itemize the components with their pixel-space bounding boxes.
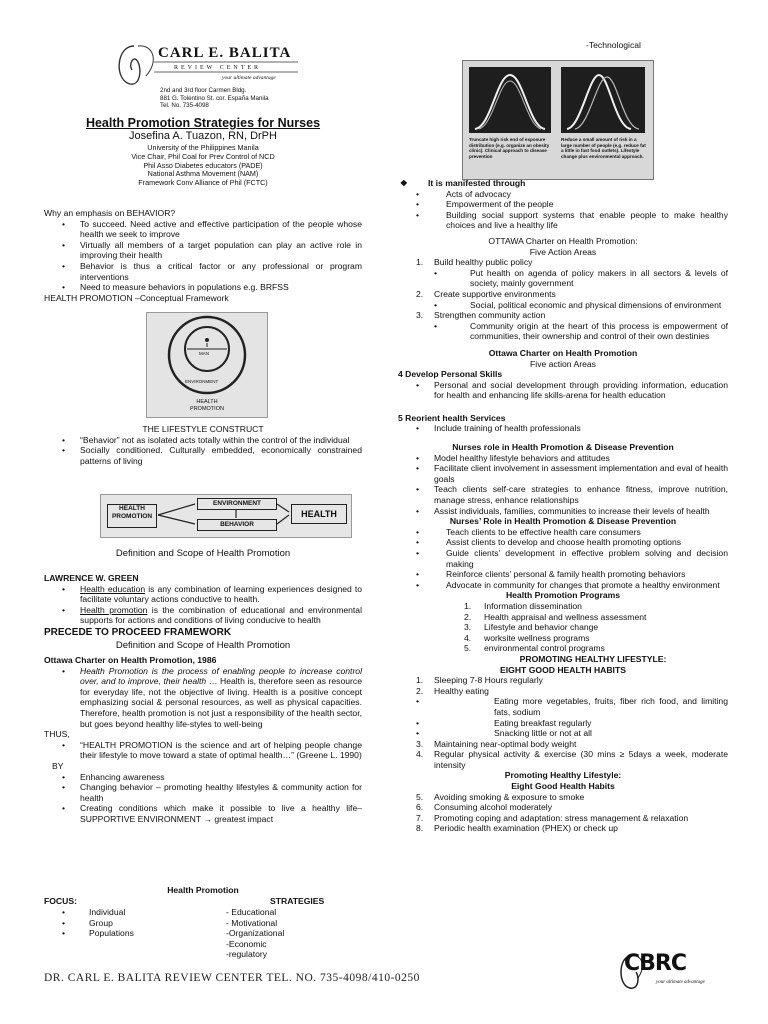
item-text: Health appraisal and wellness assessment — [484, 611, 647, 622]
list-item: • Assist clients to develop and choose health promoting options — [398, 537, 728, 548]
ottawa-text: … Health is, therefore seen as resource for everyday life, not the objective of living. Health is a positive concept emphasizing social & personal resources, as well as physical capacities. Therefore, health promotion is not just a responsibility of the health sector, but goes beyond healthy life-styles to well-being — [80, 676, 362, 729]
left-section-definitions — [44, 548, 362, 824]
strategy-item: - Motivational — [226, 917, 278, 928]
eating-sub-list — [398, 696, 728, 738]
item-number: 3. — [416, 310, 424, 321]
develop-heading: 4 Develop Personal Skills — [398, 369, 503, 380]
list-item: • Include training of health professionals — [398, 423, 728, 434]
flow-box-health: HEALTH — [291, 504, 347, 524]
strategy-item: -Organizational — [226, 928, 285, 939]
item-text: Regular physical activity & exercise (30 mins ≥ 5days a week, moderate intensity — [434, 749, 728, 770]
strategy-item: -regulatory — [226, 949, 268, 960]
focus-label: FOCUS: — [44, 896, 77, 906]
sub-list-item: • Social, political economic and physical dimensions of environment — [398, 300, 728, 311]
programs-list — [398, 601, 728, 654]
item-text: Maintaining near-optimal body weight — [434, 738, 577, 749]
list-item — [44, 666, 362, 730]
focus-list — [44, 907, 204, 939]
item-text: Promoting coping and adaptation: stress management & relaxation — [434, 812, 689, 823]
brand-sub: REVIEW CENTER — [174, 65, 262, 71]
precede-heading: PRECEDE TO PROCEED FRAMEWORK — [44, 626, 232, 638]
curve-panel-right — [561, 67, 645, 133]
habits-list-b — [398, 739, 728, 771]
item-text: Consuming alcohol moderately — [434, 802, 552, 813]
habits-list-c — [398, 792, 728, 834]
cbrc-logo-tagline: your ultimate advantage — [656, 980, 705, 985]
develop-list — [398, 380, 728, 401]
cbrc-logo-text: CBRC — [624, 951, 686, 976]
item-text: Strengthen community action — [434, 310, 546, 321]
list-item: • Teach clients to be effective health care consumers — [398, 527, 728, 538]
list-item: • Model healthy lifestyle behaviors and attitudes — [398, 453, 728, 464]
item-number: 2. — [464, 611, 472, 622]
list-item: • Reinforce clients’ personal & family health promoting behaviors — [398, 569, 728, 580]
list-item: • “Behavior” not as isolated acts totally within the control of the individual — [44, 435, 362, 446]
item-number: 4. — [416, 749, 424, 760]
focus-strategies-table — [44, 885, 362, 969]
address-line-2: 881 G. Tolentino St. cor. España Manila — [160, 94, 269, 102]
bell-curve-shifted — [561, 67, 645, 133]
green-list — [44, 584, 362, 626]
strategy-list — [226, 907, 284, 960]
manifested-heading-text: It is manifested through — [428, 178, 526, 188]
list-item: • Changing behavior – promoting healthy lifestyles & community action for health — [44, 782, 362, 803]
affiliation: National Asthma Movement (NAM) — [147, 169, 259, 179]
fig-man-label: MAN — [199, 351, 209, 356]
focus-item: • Group — [44, 918, 204, 929]
list-item: • “HEALTH PROMOTION is the science and art of helping people change their lifestyle to move toward a state of optimal health…” (Greene L. 1990) — [44, 740, 362, 761]
flow-box-environment: ENVIRONMENT — [197, 498, 277, 510]
doc-affiliations — [44, 144, 362, 188]
item-number: 5. — [416, 791, 424, 802]
item-number: 4. — [464, 632, 472, 643]
strategy-item: - Educational — [226, 907, 277, 917]
nurses-role-heading-1: Nurses role in Health Promotion & Disease Prevention — [452, 442, 674, 453]
affiliation: Framework Conv Alliance of Phil (FCTC) — [138, 178, 268, 188]
list-item: • Enhancing awareness — [44, 772, 362, 783]
affiliation: Phil Asso Diabetes educators (PADE) — [143, 160, 263, 170]
list-item: • Facilitate client involvement in assessment implementation and eval of health goals — [398, 463, 728, 484]
list-item — [398, 622, 728, 633]
brand-tagline: your ultimate advantage — [222, 75, 276, 81]
right-section-top — [398, 178, 728, 834]
list-item — [398, 633, 728, 644]
header-logo — [112, 40, 302, 88]
item-text: Healthy eating — [434, 685, 489, 696]
item-number: 1. — [416, 257, 424, 268]
left-section-why — [44, 208, 362, 303]
why-heading: Why an emphasis on BEHAVIOR? — [44, 208, 176, 218]
list-item — [44, 605, 362, 626]
list-item: • Teach clients self-care strategies to enhance fitness, improve nutrition, manage stress, enhance relationships — [398, 484, 728, 505]
list-item — [398, 612, 728, 623]
item-number: 1. — [464, 600, 472, 611]
list-item: • Socially conditioned. Culturally embedded, economically constrained patterns of living — [44, 445, 362, 466]
list-item: • To succeed. Need active and effective participation of the people whose health we seek to improve — [44, 219, 362, 240]
list-item: • Need to measure behaviors in populations e.g. BRFSS — [44, 282, 362, 293]
lifestyle-list — [44, 435, 362, 467]
item-text: Sleeping 7-8 Hours regularly — [434, 675, 543, 686]
lifestyle-flow-figure — [100, 494, 352, 538]
promoting-heading-1: PROMOTING HEALTHY LIFESTYLE: — [519, 653, 667, 664]
hp-label: Health Promotion — [167, 885, 239, 895]
flow-arrows — [101, 495, 351, 537]
curve-panel-left — [469, 67, 551, 133]
item-number: 5. — [464, 643, 472, 654]
item-text: Avoiding smoking & exposure to smoke — [434, 791, 585, 802]
term: Health education — [80, 583, 146, 594]
list-item: • Assist individuals, families, communities to increase their levels of health — [398, 506, 728, 517]
ottawa-quote: Health Promotion is the process of enabling people to increase control over, and to improve, their health — [80, 665, 362, 687]
item-text: Information dissemination — [484, 600, 582, 611]
list-item: • Creating conditions which make it possible to live a healthy life– SUPPORTIVE ENVIRONMENT → greatest impact — [44, 803, 362, 824]
item-text: worksite wellness programs — [484, 632, 590, 643]
list-item — [398, 792, 728, 803]
item-number: 7. — [416, 812, 424, 823]
list-item — [44, 584, 362, 605]
list-item — [398, 643, 728, 654]
list-item — [398, 601, 728, 612]
list-item: • Empowerment of the people — [398, 199, 728, 210]
list-item: • Virtually all members of a target population can play an active role in improving their health — [44, 240, 362, 261]
nurses-role-heading-2: Nurses’ Role in Health Promotion & Disease Prevention — [449, 516, 677, 527]
cbrc-logo — [616, 948, 716, 994]
list-item — [398, 739, 728, 750]
curve-caption-left: Truncate high risk end of exposure distribution (e.g. organize an obesity clinic). Clinical approach to disease prevention — [469, 137, 550, 159]
definition: is the combination of educational and environmental supports for actions and conditions of living conducive to health — [80, 604, 362, 626]
strategies-label: STRATEGIES — [270, 896, 325, 906]
habits-list-a — [398, 675, 728, 696]
brand-name: CARL E. BALITA — [158, 45, 292, 61]
promoting-heading-2: Promoting Healthy Lifestyle: — [504, 770, 622, 781]
list-item — [398, 310, 728, 321]
ottawa-charter-heading-1: OTTAWA Charter on Health Promotion: — [488, 235, 638, 246]
risk-distribution-figure — [462, 60, 654, 180]
technological-label: -Technological — [586, 40, 641, 50]
item-text: Create supportive environments — [434, 288, 556, 299]
eight-habits-heading-2: Eight Good Health Habits — [511, 781, 615, 792]
list-item: • Building social support systems that enable people to make healthy choices and live a healthy life — [398, 210, 728, 231]
list-item — [398, 289, 728, 300]
flow-box-health-promotion: HEALTH PROMOTION — [107, 504, 157, 528]
green-heading: LAWRENCE W. GREEN — [44, 573, 139, 583]
list-item: • Behavior is thus a critical factor or any professional or program interventions — [44, 261, 362, 282]
list-item — [398, 675, 728, 686]
focus-item: • Populations — [44, 928, 204, 939]
term: Health promotion — [80, 604, 148, 615]
ottawa-1986-heading: Ottawa Charter on Health Promotion, 1986 — [44, 654, 217, 665]
strategy-item: -Economic — [226, 938, 267, 949]
list-item: • Guide clients’ development in effective problem solving and decision making — [398, 548, 728, 569]
five-action-heading-2: Five action Areas — [530, 358, 596, 369]
def-scope-heading-1: Definition and Scope of Health Promotion — [115, 548, 291, 559]
flow-box-behavior: BEHAVIOR — [197, 519, 277, 531]
by-list — [44, 772, 362, 825]
item-text: environmental control programs — [484, 643, 605, 654]
manifested-list — [398, 189, 728, 231]
fig-hp-label-1: HEALTH — [196, 399, 218, 405]
address-tel: Tel. No. 735-4098 — [160, 102, 209, 110]
nurses-list-1 — [398, 453, 728, 517]
list-item: • Acts of advocacy — [398, 189, 728, 200]
reorient-heading: 5 Reorient health Services — [398, 412, 506, 423]
manifested-heading — [398, 178, 728, 189]
list-item: • Advocate in community for changes that promote a healthy environment — [398, 580, 728, 591]
item-text: Periodic health examination (PHEX) or check up — [434, 823, 618, 834]
item-text: Build healthy public policy — [434, 257, 533, 268]
doc-author: Josefina A. Tuazon, RN, DrPH — [129, 130, 277, 142]
curve-caption-right: Reduce a small amount of risk in a large number of people (e.g. reduce fat a little in fast food outlets). Lifestyle change plus environmental approach. — [561, 137, 646, 159]
framework-heading: HEALTH PROMOTION –Conceptual Framework — [44, 292, 229, 303]
header-address — [160, 87, 269, 110]
list-item — [398, 257, 728, 268]
list-item — [398, 802, 728, 813]
footer-text: DR. CARL E. BALITA REVIEW CENTER TEL. NO. 735-4098/410-0250 — [44, 972, 420, 984]
lifestyle-heading: THE LIFESTYLE CONSTRUCT — [142, 424, 264, 434]
conceptual-framework-figure — [146, 312, 268, 418]
programs-heading: Health Promotion Programs — [505, 590, 621, 601]
item-number: 3. — [464, 622, 472, 633]
focus-item: • Individual — [44, 907, 204, 918]
affiliation: Vice Chair, Phil Coal for Prev Control of NCD — [131, 151, 275, 161]
by-label: BY — [52, 760, 64, 771]
list-item — [398, 823, 728, 834]
item-number: 1. — [416, 675, 424, 686]
ottawa-list — [44, 666, 362, 730]
item-number: 2. — [416, 288, 424, 299]
thus-list — [44, 740, 362, 761]
list-item — [398, 686, 728, 697]
five-action-heading-1: Five Action Areas — [529, 246, 597, 257]
why-list — [44, 219, 362, 293]
item-number: 2. — [416, 685, 424, 696]
address-line-1: 2nd and 3rd floor Carmen Bldg. — [160, 87, 247, 94]
sub-list-item: • Community origin at the heart of this process is empowerment of communities, their ownership and control of their own destinies — [398, 321, 728, 342]
bell-curve-truncated — [469, 67, 551, 133]
fig-hp-label — [147, 399, 267, 412]
title-block — [44, 116, 362, 188]
item-number: 3. — [416, 738, 424, 749]
def-scope-heading-2: Definition and Scope of Health Promotion — [115, 639, 291, 651]
item-text: Lifestyle and behavior change — [484, 622, 599, 633]
thus-label: THUS, — [44, 729, 70, 740]
item-number: 6. — [416, 802, 424, 813]
list-item: • Personal and social development through providing information, education for health and enhancing life skills-arena for health education — [398, 380, 728, 401]
fig-environment-label: ENVIRONMENT — [185, 379, 219, 384]
action-list — [398, 257, 728, 342]
reorient-list — [398, 423, 728, 434]
sub-list-item: • Eating more vegetables, fruits, fiber rich food, and limiting fats, sodium — [398, 696, 728, 717]
eight-habits-heading-1: EIGHT GOOD HEALTH HABITS — [500, 664, 626, 675]
list-item — [398, 813, 728, 824]
sub-list-item: • Put health on agenda of policy makers in all sectors & levels of society, mainly government — [398, 268, 728, 289]
diamond-bullet-icon: ❖ — [400, 178, 408, 188]
nurses-list-2 — [398, 527, 728, 591]
fig-hp-label-2: PROMOTION — [190, 405, 224, 412]
definition: is any combination of learning experiences designed to facilitate voluntary actions conductive to health. — [80, 583, 362, 605]
sub-list-item: • Snacking little or not at all — [398, 728, 728, 739]
sub-list-item: • Eating breakfast regularly — [398, 718, 728, 729]
affiliation: University of the Philippines Manila — [147, 143, 259, 152]
left-section-lifestyle — [44, 424, 362, 466]
list-item — [398, 749, 728, 770]
doc-title: Health Promotion Strategies for Nurses — [85, 116, 321, 130]
item-number: 8. — [416, 823, 424, 834]
ottawa-charter-heading-2: Ottawa Charter on Health Promotion — [488, 347, 638, 358]
